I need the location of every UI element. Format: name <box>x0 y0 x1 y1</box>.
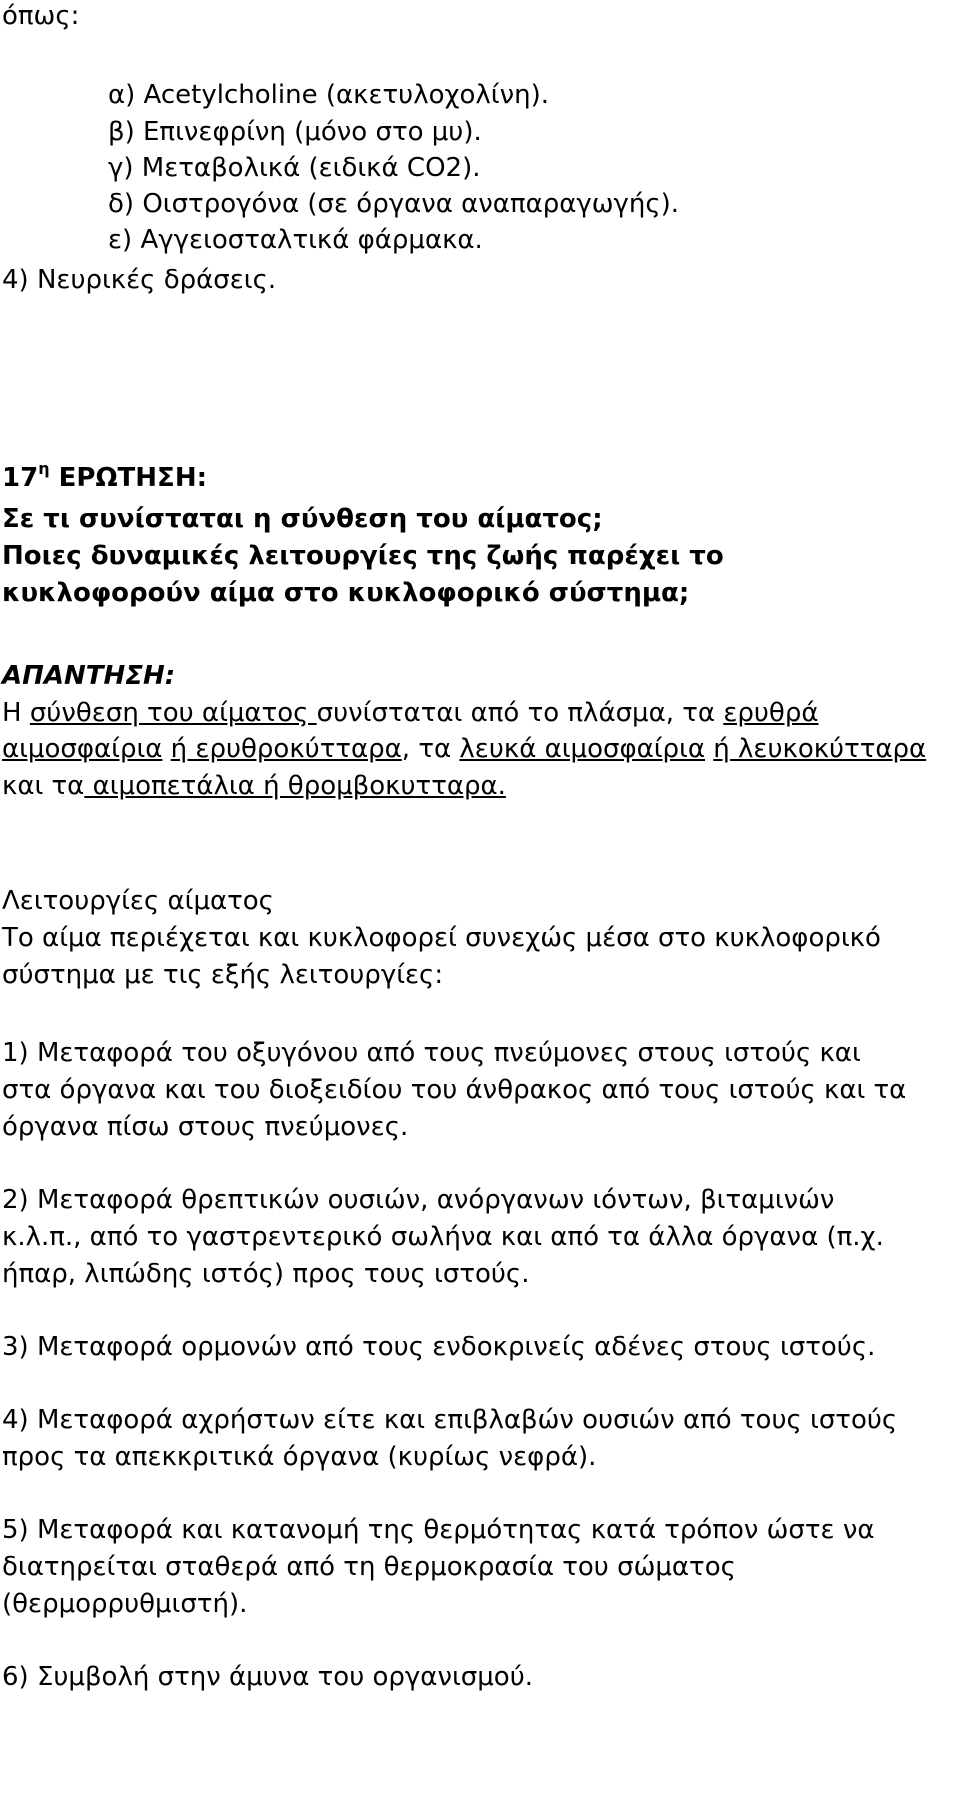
answer-underlined: αιμοσφαίρια <box>2 734 163 764</box>
functions-heading: Λειτουργίες αίματος <box>2 886 274 916</box>
question-line-2: Ποιες δυναμικές λειτουργίες της ζωής παρέχει το <box>2 541 724 571</box>
answer-text <box>162 734 170 764</box>
question-label: ΕΡΩΤΗΣΗ: <box>58 463 207 493</box>
answer-underlined: σύνθεση του αίματος <box>29 698 317 728</box>
answer-underlined: ή λευκοκύτταρα <box>713 734 927 764</box>
answer-text: Η <box>2 698 30 728</box>
function-3-line-1: 3) Μεταφορά ορμονών από τους ενδοκρινείς αδένες στους ιστούς. <box>2 1332 876 1362</box>
question-heading <box>2 459 207 494</box>
answer-label: ΑΠΑΝΤΗΣΗ: <box>2 661 176 691</box>
function-5-line-3: (θερμορρυθμιστή). <box>2 1589 248 1619</box>
answer-line-3 <box>2 770 506 802</box>
list-item-delta: δ) Οιστρογόνα (σε όργανα αναπαραγωγής). <box>108 189 680 219</box>
function-5-line-2: διατηρείται σταθερά από τη θερμοκρασία του σώματος <box>2 1552 736 1582</box>
list-item-alpha: α) Acetylcholine (ακετυλοχολίνη). <box>108 80 550 110</box>
function-1-line-2: στα όργανα και του διοξειδίου του άνθρακος από τους ιστούς και τα <box>2 1075 907 1105</box>
answer-underlined: λευκά αιμοσφαίρια <box>459 734 705 764</box>
answer-underlined: ή ερυθροκύτταρα <box>170 734 402 764</box>
answer-underlined: αιμοπετάλια ή θρομβοκυτταρα. <box>84 771 506 801</box>
function-1-line-3: όργανα πίσω στους πνεύμονες. <box>2 1112 409 1142</box>
answer-line-2 <box>2 733 926 765</box>
list-item-gamma: γ) Μεταβολικά (ειδικά CO2). <box>108 153 481 183</box>
nervous-actions: 4) Νευρικές δράσεις. <box>2 265 277 295</box>
answer-text: , τα <box>401 734 460 764</box>
answer-text: συνίσταται από το πλάσμα, τα <box>316 698 724 728</box>
functions-intro-1: Το αίμα περιέχεται και κυκλοφορεί συνεχώς μέσα στο κυκλοφορικό <box>2 923 881 953</box>
function-6-line-1: 6) Συμβολή στην άμυνα του οργανισμού. <box>2 1662 534 1692</box>
list-item-beta: β) Επινεφρίνη (μόνο στο μυ). <box>108 117 482 147</box>
answer-line-1 <box>2 697 818 729</box>
answer-text: και τα <box>2 771 85 801</box>
function-2-line-1: 2) Μεταφορά θρεπτικών ουσιών, ανόργανων ιόντων, βιταμινών <box>2 1185 835 1215</box>
function-5-line-1: 5) Μεταφορά και κατανομή της θερμότητας κατά τρόπον ώστε να <box>2 1515 875 1545</box>
functions-intro-2: σύστημα με τις εξής λειτουργίες: <box>2 960 444 990</box>
question-line-1: Σε τι συνίσταται η σύνθεση του αίματος; <box>2 504 603 534</box>
question-number: 17 <box>2 463 39 493</box>
function-4-line-2: προς τα απεκκριτικά όργανα (κυρίως νεφρά). <box>2 1442 597 1472</box>
function-2-line-2: κ.λ.π., από το γαστρεντερικό σωλήνα και από τα άλλα όργανα (π.χ. <box>2 1222 884 1252</box>
question-line-3: κυκλοφορούν αίμα στο κυκλοφορικό σύστημα; <box>2 578 690 608</box>
intro-text: όπως: <box>2 1 80 31</box>
function-1-line-1: 1) Μεταφορά του οξυγόνου από τους πνεύμονες στους ιστούς και <box>2 1038 861 1068</box>
question-sup: η <box>38 459 50 478</box>
answer-underlined: ερυθρά <box>723 698 819 728</box>
function-2-line-3: ήπαρ, λιπώδης ιστός) προς τους ιστούς. <box>2 1259 530 1289</box>
list-item-epsilon: ε) Αγγειοσταλτικά φάρμακα. <box>108 225 483 255</box>
function-4-line-1: 4) Μεταφορά αχρήστων είτε και επιβλαβών ουσιών από τους ιστούς <box>2 1405 898 1435</box>
